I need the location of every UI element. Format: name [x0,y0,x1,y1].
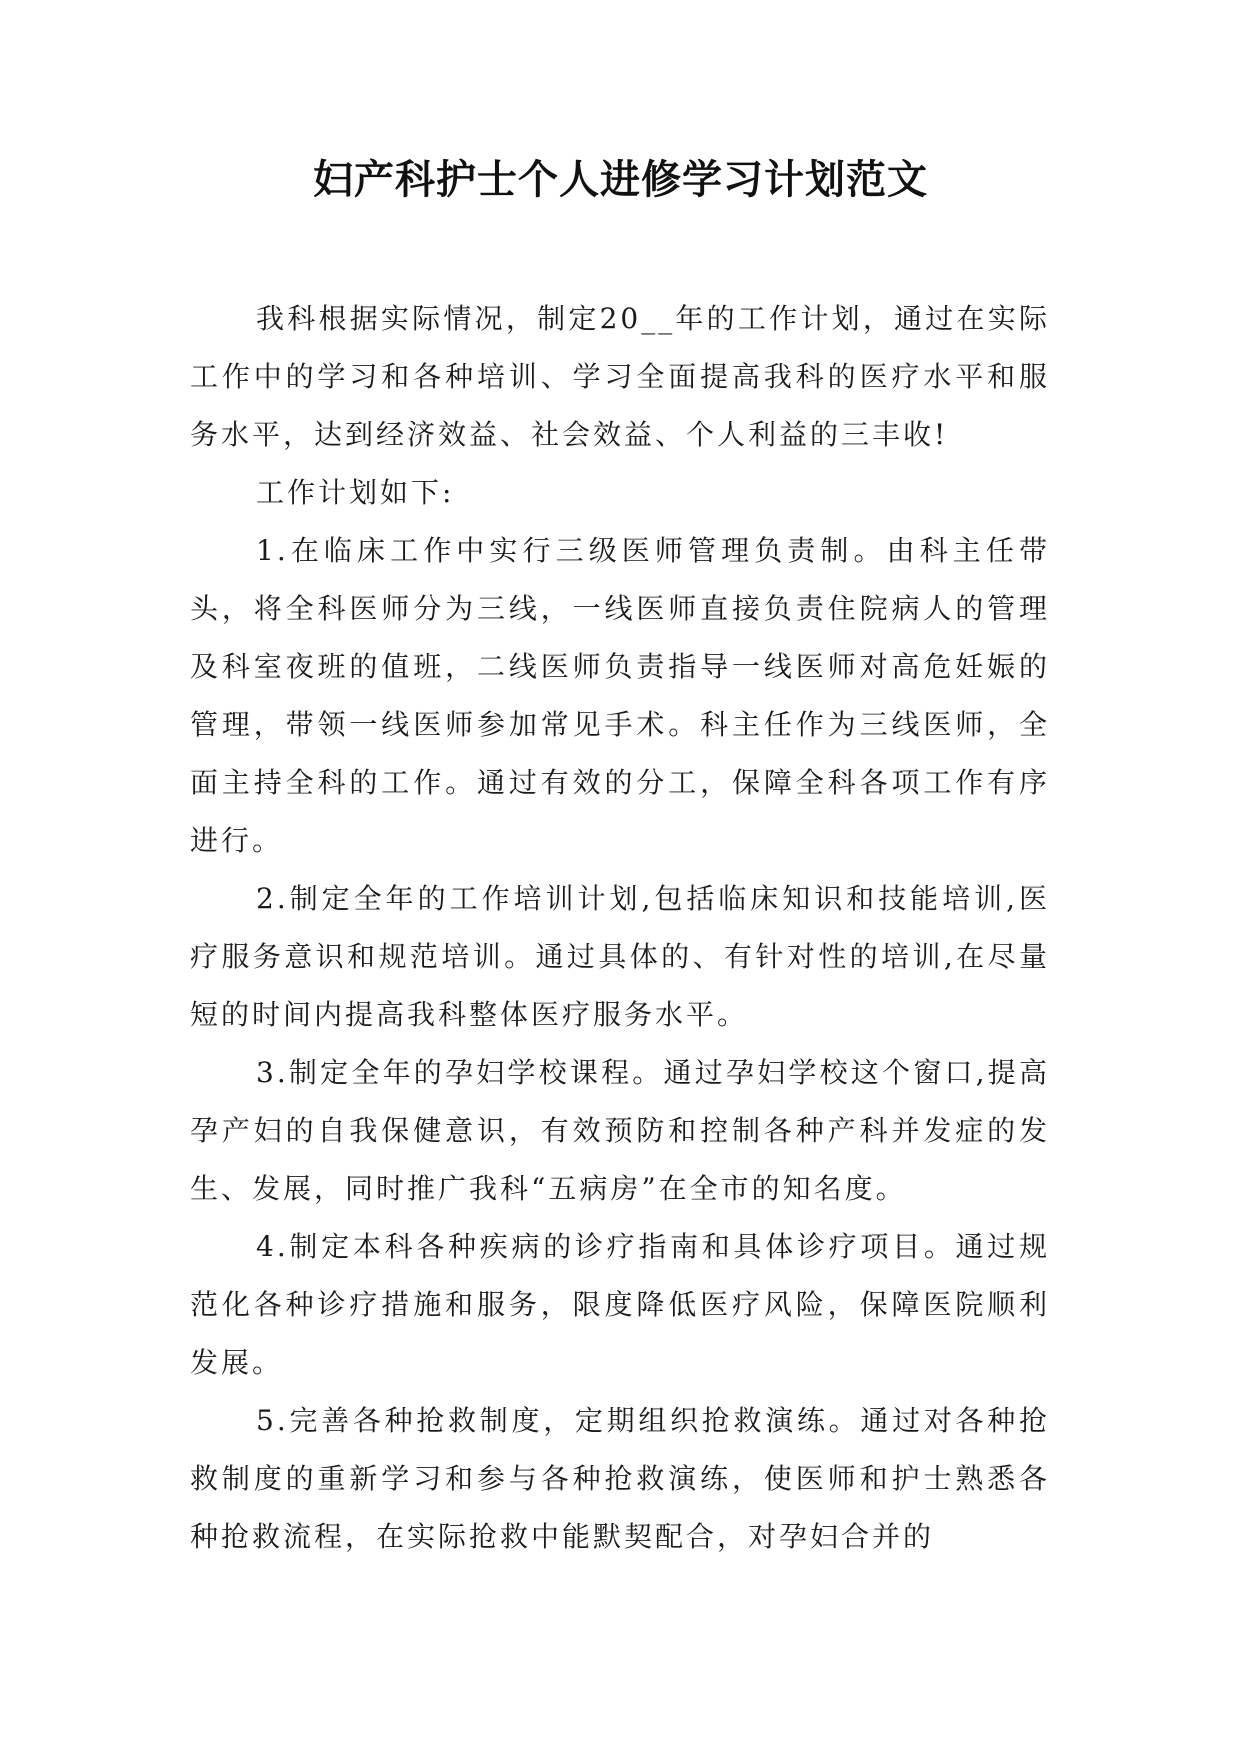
paragraph-item-1: 1.在临床工作中实行三级医师管理负责制。由科主任带头，将全科医师分为三线，一线医师直接负责住院病人的管理及科室夜班的值班，二线医师负责指导一线医师对高危妊娠的管理，带领一线医师参加常见手术。科主任作为三线医师，全面主持全科的工作。通过有效的分工，保障全科各项工作有序进行。 [190,534,1050,857]
document-title: 妇产科护士个人进修学习计划范文 [313,157,928,203]
paragraph-item-4: 4.制定本科各种疾病的诊疗指南和具体诊疗项目。通过规范化各种诊疗措施和服务，限度降低医疗风险，保障医院顺利发展。 [190,1230,1050,1379]
paragraph-item-3: 3.制定全年的孕妇学校课程。通过孕妇学校这个窗口,提高孕产妇的自我保健意识，有效预防和控制各种产科并发症的发生、发展，同时推广我科“五病房”在全市的知名度。 [190,1056,1050,1205]
paragraph-item-5: 5.完善各种抢救制度，定期组织抢救演练。通过对各种抢救制度的重新学习和参与各种抢救演练，使医师和护士熟悉各种抢救流程，在实际抢救中能默契配合，对孕妇合并的 [190,1404,1050,1553]
paragraph-item-2: 2.制定全年的工作培训计划,包括临床知识和技能培训,医疗服务意识和规范培训。通过具体的、有针对性的培训,在尽量短的时间内提高我科整体医疗服务水平。 [190,882,1050,1031]
paragraph-intro: 我科根据实际情况，制定20__年的工作计划，通过在实际工作中的学习和各种培训、学习全面提高我科的医疗水平和服务水平，达到经济效益、社会效益、个人利益的三丰收! [190,302,1050,451]
document-body [190,290,1050,1566]
paragraph-plan-heading: 工作计划如下: [256,476,455,509]
